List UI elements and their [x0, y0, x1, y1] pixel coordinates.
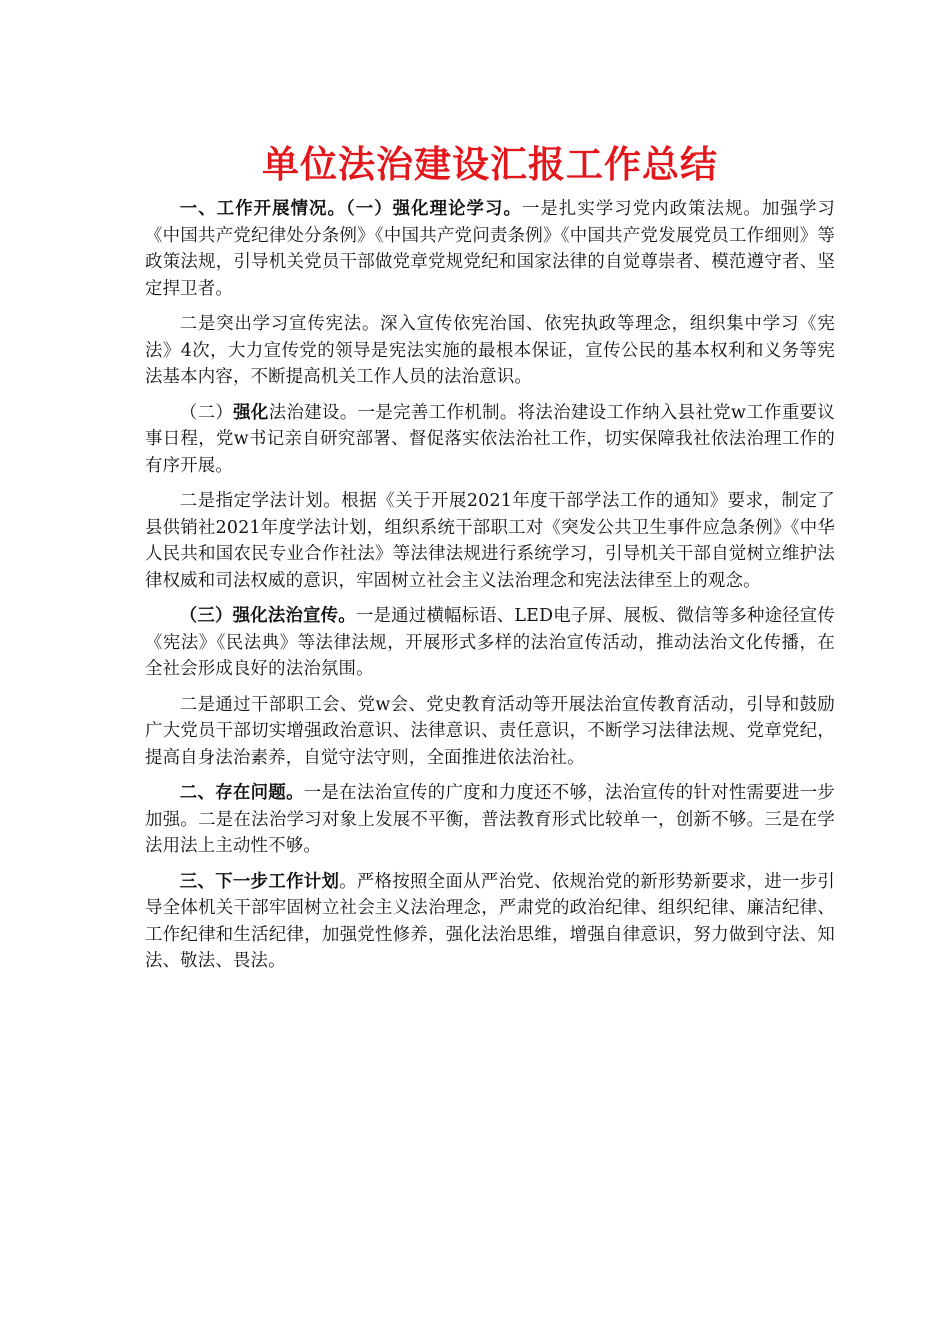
- paragraph-2: [145, 311, 835, 391]
- paragraph-body: 一是在法治宣传的广度和力度还不够，法治宣传的针对性需要进一步加强。二是在法治学习对象上发展不平衡，普法教育形式比较单一，创新不够。三是在学法用法上主动性不够。: [145, 783, 835, 856]
- paragraph-heading: 二、存在问题。: [179, 783, 304, 803]
- paragraph-body: 一是通过横幅标语、LED电子屏、展板、微信等多种途径宣传《宪法》《民法典》等法律法规，开展形式多样的法治宣传活动，推动法治文化传播，在全社会形成良好的法治氛围。: [145, 606, 835, 679]
- paragraph-heading: 强化: [233, 402, 269, 423]
- paragraph-body: 。严格按照全面从严治党、依规治党的新形势新要求，进一步引导全体机关干部牢固树立社会主义法治理念，严肃党的政治纪律、组织纪律、廉洁纪律、工作纪律和生活纪律，加强党性修养，强化法治思维，增强自律意识，努力做到守法、知法、敬法、畏法。: [145, 871, 835, 971]
- paragraph-8: [145, 869, 835, 975]
- document-page: [145, 128, 835, 984]
- paragraph-body: 二是指定学法计划。根据《关于开展2021年度干部学法工作的通知》要求，制定了县供销社2021年度学法计划，组织系统干部职工对《突发公共卫生事件应急条例》《中华人民共和国农民专业合作社法》等法律法规进行系统学习，引导机关干部自觉树立维护法律权威和司法权威的意识，牢固树立社会主义法治理念和宪法法律至上的观念。: [145, 491, 835, 591]
- paragraph-3: [145, 400, 835, 480]
- paragraph-6: [145, 692, 835, 772]
- document-title: 单位法治建设汇报工作总结: [262, 142, 718, 186]
- paragraph-body: 法治建设。一是完善工作机制。将法治建设工作纳入县社党w工作重要议事日程，党w书记亲自研究部署、督促落实依法治社工作，切实保障我社依法治理工作的有序开展。: [145, 402, 835, 476]
- paragraph-4: [145, 488, 835, 594]
- paragraph-body: 二是通过干部职工会、党w会、党史教育活动等开展法治宣传教育活动，引导和鼓励广大党员干部切实增强政治意识、法律意识、责任意识，不断学习法律法规、党章党纪，提高自身法治素养，自觉守法守则，全面推进依法治社。: [145, 694, 835, 768]
- paragraph-1: [145, 196, 835, 302]
- paragraph-5: [145, 603, 835, 683]
- paragraph-body: 二是突出学习宣传宪法。深入宣传依宪治国、依宪执政等理念，组织集中学习《宪法》4次，大力宣传党的领导是宪法实施的最根本保证，宣传公民的基本权利和义务等宪法基本内容，不断提高机关工作人员的法治意识。: [145, 314, 835, 387]
- paragraph-prefix: （二）: [179, 402, 234, 423]
- paragraph-heading: 一、工作开展情况。（一）强化理论学习。: [179, 199, 522, 219]
- paragraph-7: [145, 780, 835, 860]
- paragraph-heading: （三）强化法治宣传。: [179, 606, 356, 626]
- paragraph-body: 一是扎实学习党内政策法规。加强学习《中国共产党纪律处分条例》《中国共产党问责条例》《中国共产党发展党员工作细则》等政策法规，引导机关党员干部做党章党规党纪和国家法律的自觉尊崇者、模范遵守者、坚定捍卫者。: [145, 199, 835, 299]
- paragraph-heading: 三、下一步工作计划: [179, 871, 340, 892]
